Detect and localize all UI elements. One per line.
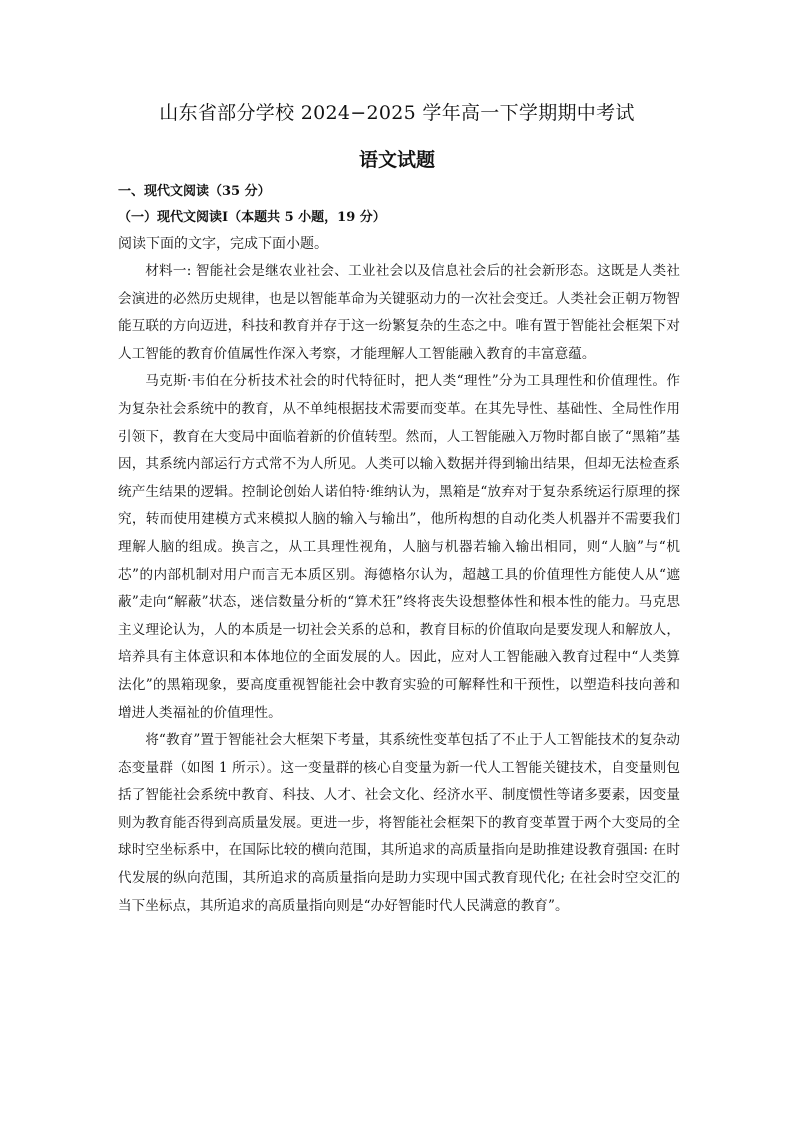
passage-paragraph-2: 马克斯·韦伯在分析技术社会的时代特征时，把人类“理性”分为工具理性和价值理性。作为复杂社会系统中的教育，从不单纯根据技术需要而变革。在其先导性、基础性、全局性作用引领下，教育在大变局中面临着新的价值转型。然而，人工智能融入万物时都自嵌了“黑箱”基因，其系统内部运行方式常不为人所见。人类可以输入数据并得到输出结果，但却无法检查系统产生结果的逻辑。控制论创始人诺伯特·维纳认为，黑箱是“放弃对于复杂系统运行原理的探究，转而使用建模方式来模拟人脑的输入与输出”，他所构想的自动化类人机器并不需要我们理解人脑的组成。换言之，从工具理性视角，人脑与机器若输入输出相同，则“人脑”与“机芯”的内部机制对用户而言无本质区别。海德格尔认为，超越工具的价值理性方能使人从“遮蔽”走向“解蔽”状态，迷信数量分析的“算术狂”终将丧失设想整体性和根本性的能力。马克思主义理论认为，人的本质是一切社会关系的总和，教育目标的价值取向是要发现人和解放人，培养具有主体意识和本体地位的全面发展的人。因此，应对人工智能融入教育过程中“人类算法化”的黑箱现象，要高度重视智能社会中教育实验的可解释性和干预性，以塑造科技向善和增进人类福祉的价值理性。 xyxy=(118,373,680,721)
subsection-heading: （一）现代文阅读Ⅰ（本题共 5 小题，19 分） xyxy=(118,210,386,225)
reading-instruction: 阅读下面的文字，完成下面小题。 xyxy=(118,236,328,252)
exam-title: 山东省部分学校 2024−2025 学年高一下学期期中考试 xyxy=(159,102,635,124)
passage-paragraph-1: 材料一: 智能社会是继农业社会、工业社会以及信息社会后的社会新形态。这既是人类社会演进的必然历史规律，也是以智能革命为关键驱动力的一次社会变迁。人类社会正朝万物智能互联的方向迈进，科技和教育并存于这一纷繁复杂的生态之中。唯有置于智能社会框架下对人工智能的教育价值属性作深入考察，才能理解人工智能融入教育的丰富意蕴。 xyxy=(118,263,680,362)
section-heading: 一、现代文阅读（35 分） xyxy=(118,184,271,199)
exam-subtitle: 语文试题 xyxy=(358,149,435,171)
passage-body xyxy=(118,258,680,920)
passage-paragraph-3: 将“教育”置于智能社会大框架下考量，其系统性变革包括了不止于人工智能技术的复杂动态变量群（如图 1 所示）。这一变量群的核心自变量为新一代人工智能关键技术，自变量则包括了智能社会系统中教育、科技、人才、社会文化、经济水平、制度惯性等诸多要素，因变量则为教育能否得到高质量发展。更进一步，将智能社会框架下的教育变革置于两个大变局的全球时空坐标系中，在国际比较的横向范围，其所追求的高质量指向是助推建设教育强国: 在时代发展的纵向范围，其所追求的高质量指向是助力实现中国式教育现代化; 在社会时空交汇的当下坐标点，其所追求的高质量指向则是“办好智能时代人民满意的教育”。 xyxy=(118,732,680,914)
